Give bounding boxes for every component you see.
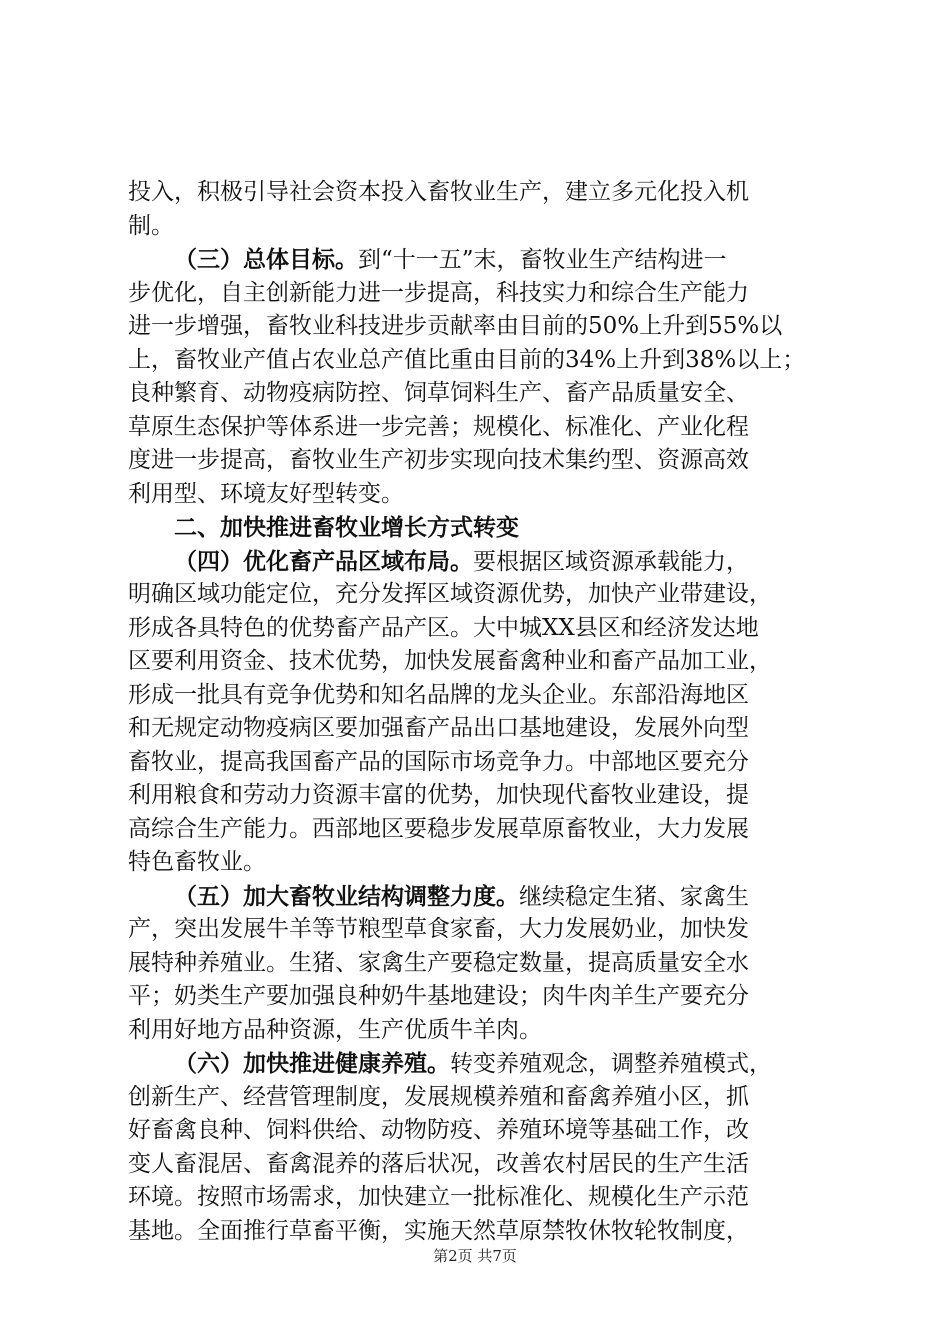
body-text: 变人畜混居、畜禽混养的落后状况，改善农村居民的生产生活 <box>128 1150 749 1177</box>
body-text: 继续稳定生猪、家禽生 <box>519 883 749 910</box>
text-line <box>128 411 828 445</box>
text-line <box>128 545 828 579</box>
bold-lead-text: 二、加快推进畜牧业增长方式转变 <box>174 514 519 541</box>
text-line <box>128 980 828 1014</box>
text-line <box>128 210 828 244</box>
text-line <box>128 243 828 277</box>
bold-lead-text: （五）加大畜牧业结构调整力度。 <box>174 882 519 910</box>
text-line <box>128 1047 828 1081</box>
text-line <box>128 511 828 545</box>
text-line <box>128 377 828 411</box>
text-line <box>128 880 828 914</box>
body-text: 良种繁育、动物疫病防控、饲草饲料生产、畜产品质量安全、 <box>128 380 749 406</box>
body-text: 形成一批具有竞争优势和知名品牌的龙头企业。东部沿海地区 <box>128 681 749 708</box>
text-line <box>128 277 828 311</box>
body-text: 要根据区域资源承载能力， <box>473 548 749 575</box>
body-text: 进一步增强，畜牧业科技进步贡献率由目前的50%上升到55%以 <box>128 313 783 339</box>
body-text: 上，畜牧业产值占农业总产值比重由目前的34%上升到38%以上； <box>128 346 806 373</box>
text-line <box>128 779 828 813</box>
text-line <box>128 1081 828 1115</box>
text-line <box>128 444 828 478</box>
body-text: 度进一步提高，畜牧业生产初步实现向技术集约型、资源高效 <box>128 447 749 473</box>
body-text: 明确区域功能定位，充分发挥区域资源优势，加快产业带建设， <box>128 581 772 607</box>
body-text: 利用好地方品种资源，生产优质牛羊肉。 <box>128 1016 542 1043</box>
text-line <box>128 746 828 780</box>
text-line <box>128 813 828 847</box>
body-text: 区要利用资金、技术优势，加快发展畜禽种业和畜产品加工业， <box>128 648 772 674</box>
body-text: 环境。按照市场需求，加快建立一批标准化、规模化生产示范 <box>128 1184 749 1210</box>
text-line <box>128 712 828 746</box>
body-text: 特色畜牧业。 <box>128 849 266 875</box>
text-line <box>128 1014 828 1048</box>
text-line <box>128 1215 828 1249</box>
text-line <box>128 310 828 344</box>
text-line <box>128 176 828 210</box>
body-text: 投入，积极引导社会资本投入畜牧业生产，建立多元化投入机 <box>128 179 749 205</box>
body-text: 形成各具特色的优势畜产品产区。大中城XX县区和经济发达地 <box>128 614 759 641</box>
text-line <box>128 947 828 981</box>
body-text: 产，突出发展牛羊等节粮型草食家畜，大力发展奶业，加快发 <box>128 916 749 942</box>
text-line <box>128 645 828 679</box>
body-text: 平；奶类生产要加强良种奶牛基地建设；肉牛肉羊生产要充分 <box>128 983 749 1009</box>
bold-lead-text: （六）加快推进健康养殖。 <box>174 1050 450 1077</box>
text-line <box>128 846 828 880</box>
text-line <box>128 344 828 378</box>
bold-lead-text: （三）总体目标。 <box>174 246 358 273</box>
body-text: 畜牧业，提高我国畜产品的国际市场竞争力。中部地区要充分 <box>128 748 749 775</box>
body-text: 利用粮食和劳动力资源丰富的优势，加快现代畜牧业建设，提 <box>128 782 749 808</box>
document-body <box>128 176 828 1248</box>
body-text: 到“十一五”末，畜牧业生产结构进一 <box>358 247 727 273</box>
text-line <box>128 578 828 612</box>
body-text: 转变养殖观念，调整养殖模式， <box>450 1051 772 1077</box>
bold-lead-text: （四）优化畜产品区域布局。 <box>174 547 473 575</box>
body-text: 草原生态保护等体系进一步完善；规模化、标准化、产业化程 <box>128 413 749 440</box>
body-text: 利用型、环境友好型转变。 <box>128 480 404 507</box>
text-line <box>128 1181 828 1215</box>
body-text: 好畜禽良种、饲料供给、动物防疫、养殖环境等基础工作，改 <box>128 1117 749 1143</box>
body-text: 和无规定动物疫病区要加强畜产品出口基地建设，发展外向型 <box>128 715 749 741</box>
body-text: 展特种养殖业。生猪、家禽生产要稳定数量，提高质量安全水 <box>128 949 749 976</box>
body-text: 步优化，自主创新能力进一步提高，科技实力和综合生产能力 <box>128 279 749 306</box>
page-footer: 第2页 共7页 <box>433 1247 517 1265</box>
body-text: 创新生产、经营管理制度，发展规模养殖和畜禽养殖小区，抓 <box>128 1083 749 1110</box>
text-line <box>128 913 828 947</box>
body-text: 基地。全面推行草畜平衡，实施天然草原禁牧休牧轮牧制度， <box>128 1217 749 1244</box>
text-line <box>128 679 828 713</box>
body-text: 制。 <box>128 212 174 239</box>
body-text: 高综合生产能力。西部地区要稳步发展草原畜牧业，大力发展 <box>128 815 749 842</box>
text-line <box>128 1114 828 1148</box>
text-line <box>128 1148 828 1182</box>
text-line <box>128 478 828 512</box>
text-line <box>128 612 828 646</box>
